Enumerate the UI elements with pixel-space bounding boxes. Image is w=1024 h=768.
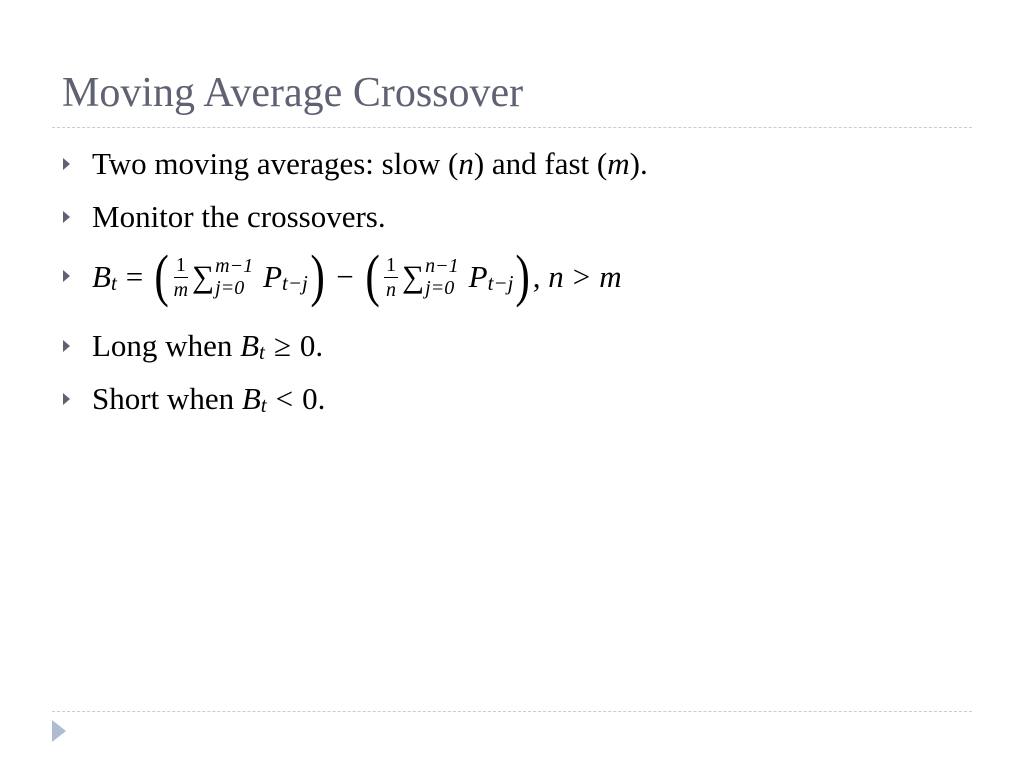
math-var-B: B <box>240 328 260 363</box>
summation-lower-limit: j=0 <box>215 277 245 300</box>
math-subscript-t: t <box>110 270 117 295</box>
text-segment: Two moving averages: slow ( <box>92 146 459 181</box>
math-summation <box>192 255 254 300</box>
math-var-B: B <box>241 381 261 416</box>
bullet-item-monitor-crossovers <box>63 201 386 232</box>
math-var-n: n <box>458 146 474 181</box>
math-fraction-1-over-m <box>174 255 188 300</box>
bullet-item-short-condition <box>63 381 326 417</box>
math-equals: = <box>125 258 144 294</box>
summation-lower-limit: j=0 <box>425 277 455 300</box>
bullet-text: Long when <box>92 328 241 363</box>
math-var-P: P <box>263 258 283 294</box>
right-triangle-bullet-icon <box>63 340 70 352</box>
math-open-paren: ( <box>365 243 380 308</box>
math-value: 0. <box>302 381 326 416</box>
right-triangle-bullet-icon <box>63 211 70 223</box>
math-comma: , <box>532 258 549 294</box>
bullet-text: Short when <box>92 381 242 416</box>
bullet-text <box>92 148 648 179</box>
summation-limits <box>425 255 459 300</box>
fraction-numerator: 1 <box>175 253 186 276</box>
math-subscript-t-minus-j: t−j <box>282 270 308 295</box>
math-minus: − <box>336 258 354 294</box>
summation-limits <box>215 255 254 300</box>
math-greater-equal: ≥ <box>273 328 291 363</box>
math-var-P: P <box>468 258 488 294</box>
math-open-paren: ( <box>154 243 170 308</box>
summation-upper-limit: m−1 <box>215 255 254 278</box>
right-triangle-bullet-icon <box>63 158 70 170</box>
math-var-B: B <box>92 258 111 294</box>
math-fraction-1-over-n <box>384 255 398 300</box>
fraction-numerator: 1 <box>386 253 397 276</box>
text-segment: ) and fast ( <box>473 146 608 181</box>
math-subscript-t: t <box>260 393 267 417</box>
math-var-m: m <box>607 146 630 181</box>
summation-upper-limit: n−1 <box>425 255 459 278</box>
right-triangle-bullet-icon <box>63 393 70 405</box>
text-segment: ). <box>629 146 648 181</box>
math-var-n: n <box>548 258 564 294</box>
math-summation <box>402 255 459 300</box>
bullet-item-formula <box>63 243 622 308</box>
footer-divider <box>52 711 972 712</box>
math-value: 0. <box>299 328 324 363</box>
crossover-formula <box>92 243 622 308</box>
right-triangle-bullet-icon <box>63 270 70 282</box>
fraction-denominator: n <box>386 278 397 301</box>
math-subscript-t-minus-j: t−j <box>487 270 514 295</box>
sigma-symbol: ∑ <box>192 258 215 294</box>
math-subscript-t: t <box>259 340 265 364</box>
bullet-text: Monitor the crossovers. <box>92 199 386 234</box>
math-close-paren: ) <box>515 243 531 308</box>
slide-nav-triangle-icon <box>52 720 66 742</box>
math-less-than: < <box>275 381 294 416</box>
bullet-item-long-condition <box>63 328 324 364</box>
bullet-item-moving-averages <box>63 148 648 179</box>
math-greater-than: > <box>572 258 591 294</box>
fraction-denominator: m <box>173 278 189 301</box>
math-var-m: m <box>599 258 622 294</box>
sigma-symbol: ∑ <box>402 258 425 294</box>
slide-title: Moving Average Crossover <box>62 70 524 116</box>
math-close-paren: ) <box>310 243 325 308</box>
